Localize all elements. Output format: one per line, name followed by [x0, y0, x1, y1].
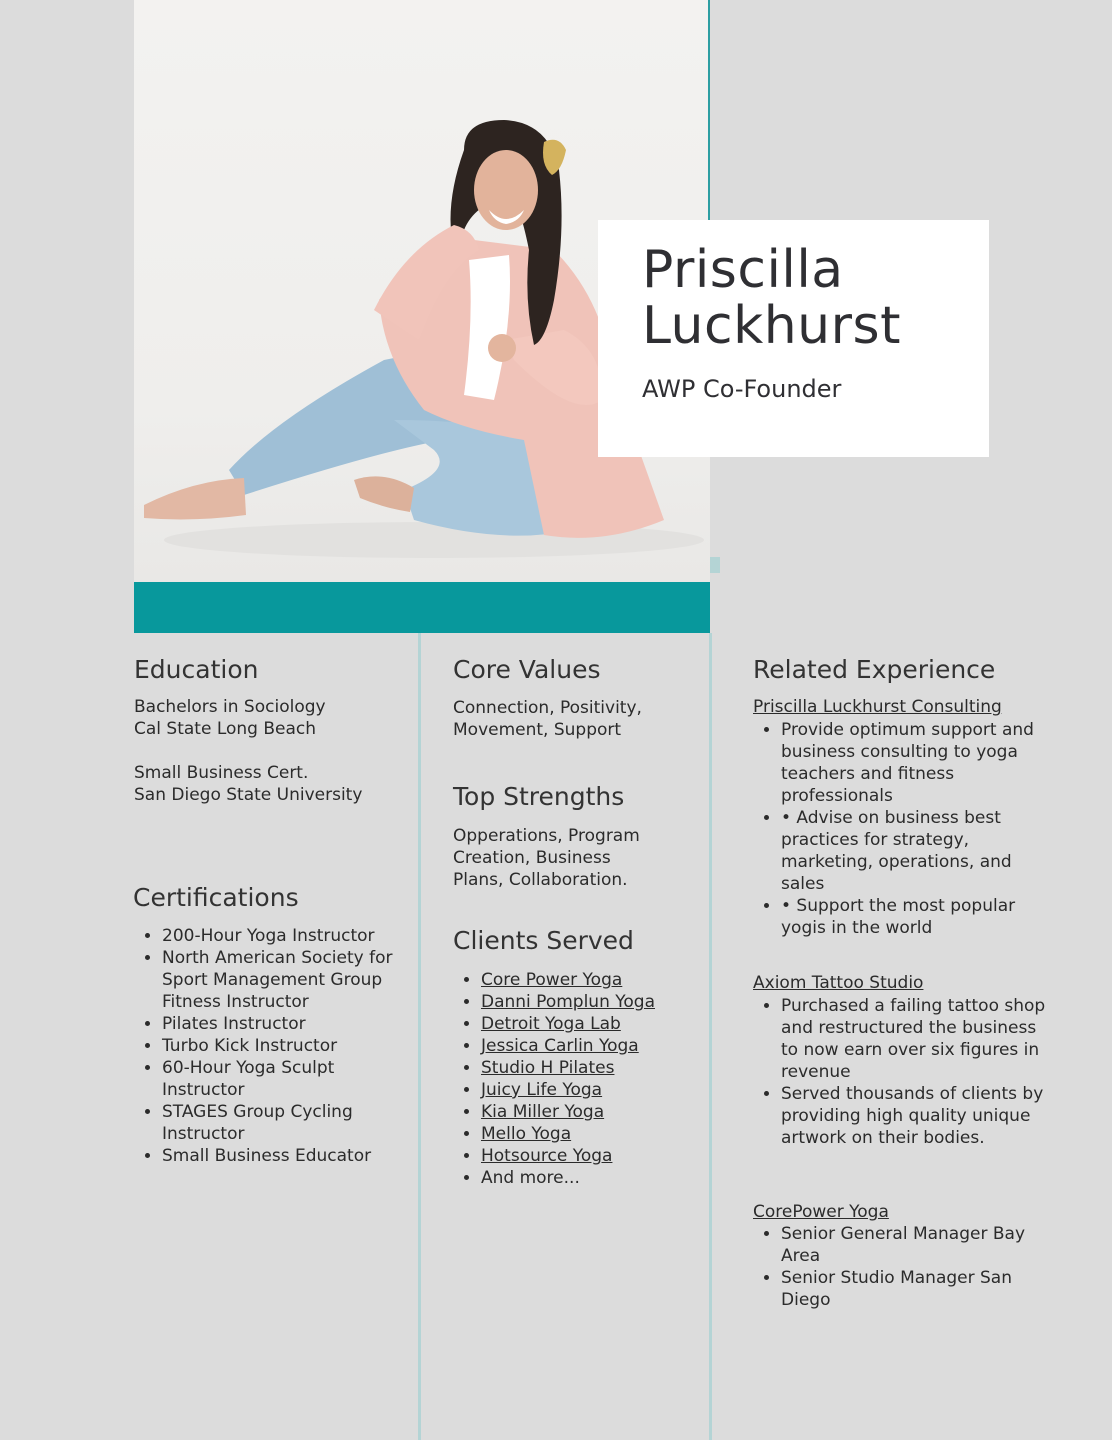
education-line: Small Business Cert. [134, 763, 309, 783]
list-item: • • Advise on business best practices for strategy, marketing, operations, and sales [781, 807, 1051, 895]
core-values-heading: Core Values [453, 655, 601, 684]
job-title: Axiom Tattoo Studio [753, 973, 924, 993]
certifications-heading: Certifications [133, 883, 299, 912]
list-item: • 200-Hour Yoga Instructor [162, 925, 412, 947]
experience-heading: Related Experience [753, 655, 996, 684]
certifications-list [134, 925, 412, 1167]
core-values-text [453, 697, 642, 741]
list-item [481, 1079, 681, 1101]
job-title: CorePower Yoga [753, 1202, 889, 1222]
client-link[interactable]: Kia Miller Yoga [481, 1102, 605, 1122]
education-line: San Diego State University [134, 785, 363, 805]
top-strengths-line: Creation, Business [453, 848, 611, 868]
list-item: • 60-Hour Yoga Sculpt Instructor [162, 1057, 412, 1101]
core-values-line: Connection, Positivity, [453, 698, 642, 718]
top-strengths-line: Opperations, Program [453, 826, 640, 846]
list-item: • • Support the most popular yogis in the world [781, 895, 1051, 939]
education-line: Bachelors in Sociology [134, 697, 326, 717]
job-bullets [753, 719, 1051, 939]
list-item [481, 1013, 681, 1035]
name-card [598, 220, 989, 457]
job-bullets [753, 995, 1051, 1149]
name-line-1: Priscilla [642, 240, 844, 300]
list-item: • Senior Studio Manager San Diego [781, 1267, 1061, 1311]
education-heading: Education [134, 655, 259, 684]
accent-bar [134, 582, 710, 633]
column-divider-1 [418, 633, 421, 1440]
client-link[interactable]: Core Power Yoga [481, 970, 623, 990]
client-link[interactable]: Danni Pomplun Yoga [481, 992, 655, 1012]
top-strengths-line: Plans, Collaboration. [453, 870, 628, 890]
list-item [481, 1035, 681, 1057]
name-line-2: Luckhurst [642, 296, 901, 356]
education-text [134, 696, 362, 806]
education-line: Cal State Long Beach [134, 719, 317, 739]
clients-heading: Clients Served [453, 926, 634, 955]
job-title: Priscilla Luckhurst Consulting [753, 697, 1002, 717]
job-bullets [753, 1223, 1061, 1311]
list-item [481, 1123, 681, 1145]
person-name [642, 242, 901, 354]
list-item: • Purchased a failing tattoo shop and restructured the business to now earn over six figures in revenue [781, 995, 1051, 1083]
photo-right-border [708, 0, 710, 220]
list-item [481, 1101, 681, 1123]
client-link[interactable]: Mello Yoga [481, 1124, 572, 1144]
client-link[interactable]: Hotsource Yoga [481, 1146, 613, 1166]
list-item: • Turbo Kick Instructor [162, 1035, 412, 1057]
role-title: AWP Co-Founder [642, 375, 842, 403]
list-item: • North American Society for Sport Management Group Fitness Instructor [162, 947, 412, 1013]
list-item: • Pilates Instructor [162, 1013, 412, 1035]
top-strengths-text [453, 825, 640, 891]
clients-list [453, 969, 681, 1189]
education-spacer [134, 740, 362, 762]
list-item [481, 1145, 681, 1167]
list-item [481, 991, 681, 1013]
divider-tick [710, 557, 720, 573]
list-item: • Senior General Manager Bay Area [781, 1223, 1061, 1267]
top-strengths-heading: Top Strengths [453, 782, 625, 811]
list-item: • Small Business Educator [162, 1145, 412, 1167]
list-item: • Provide optimum support and business consulting to yoga teachers and fitness professionals [781, 719, 1051, 807]
list-item [481, 969, 681, 991]
list-item: • And more... [481, 1167, 681, 1189]
client-link[interactable]: Juicy Life Yoga [481, 1080, 603, 1100]
client-link[interactable]: Jessica Carlin Yoga [481, 1036, 639, 1056]
column-divider-2 [709, 633, 712, 1440]
list-item: • Served thousands of clients by providing high quality unique artwork on their bodies. [781, 1083, 1051, 1149]
client-link[interactable]: Studio H Pilates [481, 1058, 615, 1078]
core-values-line: Movement, Support [453, 720, 622, 740]
client-link[interactable]: Detroit Yoga Lab [481, 1014, 621, 1034]
list-item [481, 1057, 681, 1079]
list-item: • STAGES Group Cycling Instructor [162, 1101, 412, 1145]
